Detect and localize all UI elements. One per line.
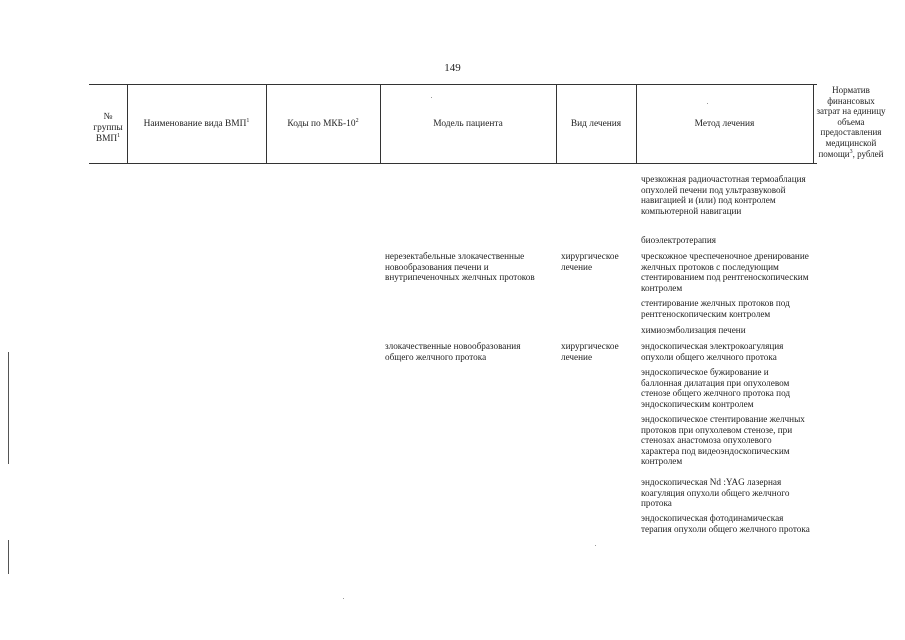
method-rfa-liver: чрезкожная радиочастотная термоаблация опухолей печени под ультразвуковой навигацией и (или) под контролем компьютерной навигации <box>641 174 806 216</box>
header-group-number-text: № группы ВМП <box>93 112 123 144</box>
method-bioelectrotherapy: биоэлектротерапия <box>641 235 716 245</box>
header-icd-codes-text: Коды по МКБ-10 <box>287 119 356 129</box>
scan-speck <box>595 545 596 546</box>
scan-edge-mark <box>8 352 9 464</box>
treatment-type-bile-duct: хирургическое лечение <box>561 341 619 362</box>
treatment-type-liver: хирургическое лечение <box>561 251 619 272</box>
header-cost-standard-text: Норматив финансовых затрат на единицу объема предоставления медицинской помощи <box>816 85 886 159</box>
header-treatment-method <box>636 119 813 130</box>
header-group-number <box>89 112 127 144</box>
method-photodynamic-therapy: эндоскопическая фотодинамическая терапия опухоли общего желчного протока <box>641 513 810 534</box>
header-treatment-method-text: Метод лечения <box>694 119 755 129</box>
header-cost-standard <box>815 85 887 159</box>
method-chemoembolization: химиоэмболизация печени <box>641 325 746 335</box>
method-bougienage: эндоскопическое бужирование и баллонная дилатация при опухолевом стенозе общего желчного протока под эндоскопическим контролем <box>641 367 791 409</box>
header-patient-model <box>380 119 556 130</box>
page-number: 149 <box>444 62 461 74</box>
table-header-bottom-border <box>89 163 817 164</box>
method-biliary-stenting: стентирование желчных протоков под рентгеноскопическим контролем <box>641 298 790 319</box>
scan-speck <box>431 97 432 98</box>
footnote-ref: 3 <box>849 148 853 155</box>
header-vmp-name-text: Наименование вида ВМП <box>143 119 247 129</box>
method-endoscopic-stenting: эндоскопическое стентирование желчных протоков при опухолевом стенозе, при стенозах анастомоза опухолевого характера под видеоэндоскопическим контролем <box>641 414 805 467</box>
scan-speck <box>343 598 344 599</box>
footnote-ref: 1 <box>117 132 121 139</box>
method-electrocoagulation: эндоскопическая электрокоагуляция опухоли общего желчного протока <box>641 341 784 362</box>
method-laser-coagulation: эндоскопическая Nd :YAG лазерная коагуляция опухоли общего желчного протока <box>641 477 790 509</box>
scan-speck <box>707 103 708 104</box>
header-icd-codes <box>266 119 380 130</box>
patient-model-liver: нерезектабельные злокачественные новообразования печени и внутрипеченочных желчных протоков <box>385 251 535 283</box>
patient-model-bile-duct: злокачественные новообразования общего желчного протока <box>385 341 521 362</box>
column-divider <box>813 84 814 164</box>
table-top-border <box>89 84 817 85</box>
header-vmp-name <box>127 119 266 130</box>
header-cost-standard-unit: , рублей <box>852 148 884 159</box>
footnote-ref: 1 <box>246 117 250 124</box>
header-treatment-type <box>556 119 636 130</box>
method-biliary-drainage: чрескожное чреспеченочное дренирование желчных протоков с последующим стентированием под рентгеноскопическим контролем <box>641 251 809 293</box>
header-treatment-type-text: Вид лечения <box>570 119 622 129</box>
scan-edge-mark <box>8 540 9 574</box>
header-patient-model-text: Модель пациента <box>433 119 503 129</box>
footnote-ref: 2 <box>355 117 359 124</box>
